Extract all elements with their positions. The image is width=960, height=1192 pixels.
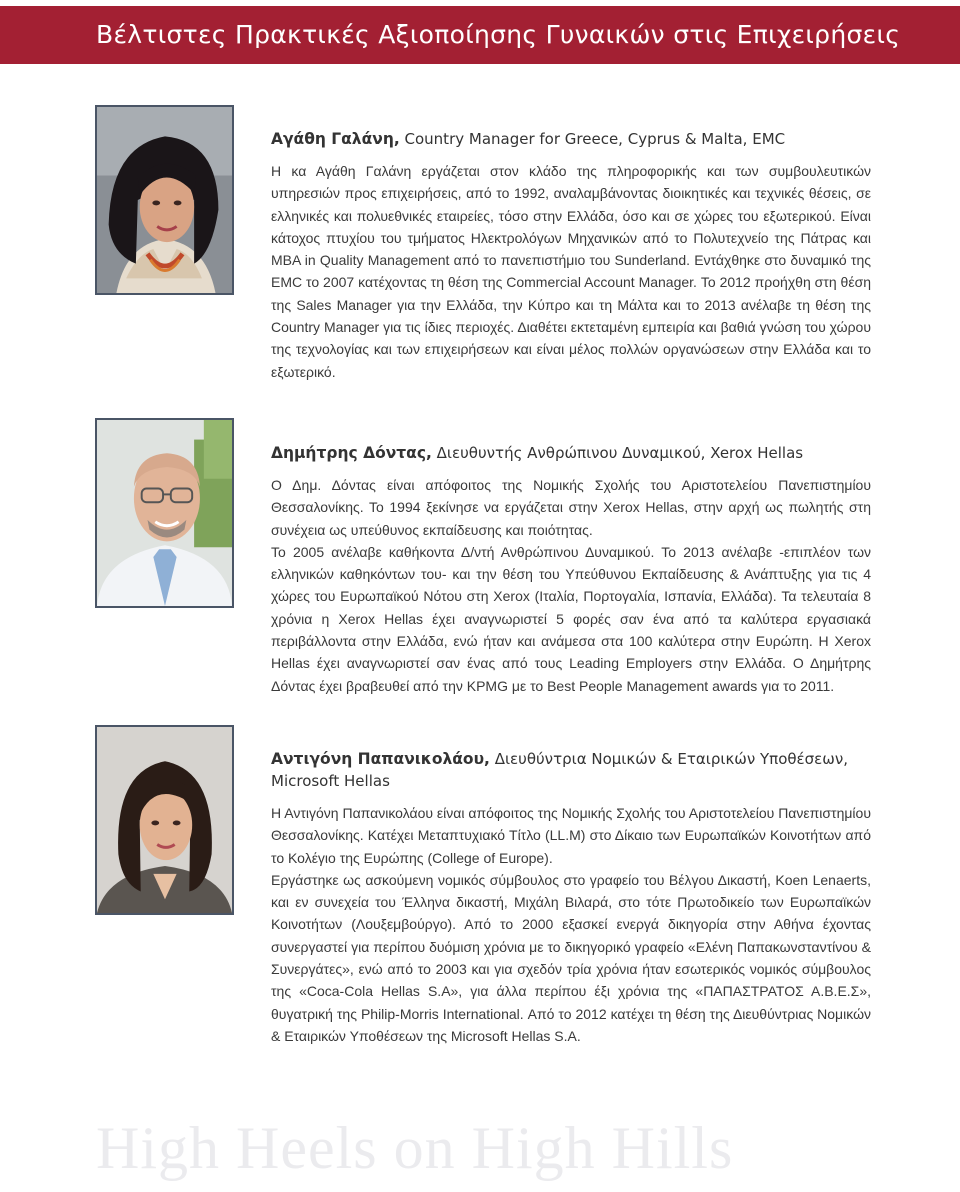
profile-photo-papanikolaou	[95, 725, 234, 915]
bio-paragraph: Εργάστηκε ως ασκούμενη νομικός σύμβουλος στο γραφείο του Βέλγου Δικαστή, Koen Lenaerts, και εν συνεχεία του Έλληνα δικαστή, Μιχάλη Βιλαρά, στο τότε Πρωτοδικείο των Ευρωπαϊκών Κοινοτήτων (Λουξεμβούργο). Από το 2000 εξασκεί ενεργά δικηγορία στην Αθήνα έχοντας συνεργαστεί για περίπου δυόμιση χρόνια με το δικηγορικό γραφείο «Ελένη Παπακωνσταντίνου & Συνεργάτες», ενώ από το 2003 και για σχεδόν τρία χρόνια ήταν εσωτερικός νομικός σύμβουλος της «Coca-Cola Hellas S.A», για άλλα περίπου έξι χρόνια της «ΠΑΠΑΣΤΡΑΤΟΣ Α.Β.Ε.Σ», θυγατρική της Philip-Morris International. Από το 2012 κατέχει τη θέση της Διευθύντριας Νομικών & Εταιρικών Υποθέσεων της Microsoft Hellas S.A.	[271, 871, 871, 1044]
person-role: Διευθύντρια Νομικών & Εταιρικών Υποθέσεων, Microsoft Hellas	[271, 750, 848, 790]
bio-paragraph: Ο Δημ. Δόντας είναι απόφοιτος της Νομικής Σχολής του Αριστοτελείου Πανεπιστημίου Θεσσαλονίκης. Το 1994 ξεκίνησε να εργάζεται στην Xerox Hellas, στην αρχή ως πωλητής στη συνέχεια ως υπεύθυνος εκπαίδευσης και ποιότητας.	[271, 477, 871, 538]
footer-watermark: High Heels on High Hills	[96, 1115, 734, 1181]
profile-heading	[271, 442, 871, 464]
profile-galani	[271, 128, 871, 383]
person-role: Διευθυντής Ανθρώπινου Δυναμικού, Xerox Hellas	[431, 444, 804, 462]
person-name: Αντιγόνη Παπανικολάου,	[271, 750, 490, 768]
page-banner	[0, 6, 960, 64]
person-name: Δημήτρης Δόντας,	[271, 444, 432, 462]
profile-heading	[271, 748, 871, 792]
page-title: Βέλτιστες Πρακτικές Αξιοποίησης Γυναικών στις Επιχειρήσεις	[96, 20, 901, 49]
profile-papanikolaou	[271, 748, 871, 1047]
bio-paragraph: Το 2005 ανέλαβε καθήκοντα Δ/ντή Ανθρώπινου Δυναμικού. Το 2013 ανέλαβε -επιπλέον των ελληνικών καθηκόντων του- και την θέση του Υπεύθυνου Εκπαίδευσης & Ανάπτυξης για τις 4 χώρες του Ευρωπαϊκού Νότου στη Xerox (Ιταλία, Πορτογαλία, Ισπανία, Ελλάδα). Τα τελευταία 8 χρόνια η Xerox Hellas έχει αναγνωριστεί 5 φορές σαν ένα από τα καλύτερα εργασιακά περιβάλλοντα στην Ελλάδα, ενώ ήταν και ανάμεσα στα 100 καλύτερα στην Ευρώπη. Η Xerox Hellas έχει αναγνωριστεί σαν ένας από τους Leading Employers στην Ελλάδα. Ο Δημήτρης Δόντας έχει βραβευθεί από την KPMG με το Best People Management awards για το 2011.	[271, 543, 871, 694]
profile-photo-dontas	[95, 418, 234, 608]
profile-heading	[271, 128, 871, 150]
bio-paragraph: Η κα Αγάθη Γαλάνη εργάζεται στον κλάδο της πληροφορικής και των συμβουλευτικών υπηρεσιών προς επιχειρήσεις, από το 1992, αναλαμβάνοντας διοικητικές και τεχνικές θέσεις, σε ελληνικές και πολυεθνικές εταιρείες, τόσο στην Ελλάδα, όσο και σε χώρες του εξωτερικού. Είναι κάτοχος πτυχίου του τμήματος Ηλεκτρολόγων Μηχανικών από το Πολυτεχνείο της Πάτρας και MBA in Quality Management από το πανεπιστήμιο του Sunderland. Εντάχθηκε στο δυναμικό της EMC το 2007 κατέχοντας τη θέση της Commercial Account Manager. Το 2012 προήχθη στη θέση της Sales Manager για την Ελλάδα, την Κύπρο και τη Μάλτα και το 2013 ανέλαβε τη θέση της Country Manager για τις ίδιες περιοχές. Διαθέτει εκτεταμένη εμπειρία και βαθιά γνώση του χώρου της τεχνολογίας και των επιχειρήσεων και είναι μέλος πολλών οργανώσεων στην Ελλάδα και το εξωτερικό.	[271, 163, 871, 380]
profile-dontas	[271, 442, 871, 697]
person-role: Country Manager for Greece, Cyprus & Malta, EMC	[399, 130, 786, 148]
profile-photo-galani	[95, 105, 234, 295]
bio-paragraph: Η Αντιγόνη Παπανικολάου είναι απόφοιτος της Νομικής Σχολής του Αριστοτελείου Πανεπιστημίου Θεσσαλονίκης. Κατέχει Μεταπτυχιακό Τίτλο (LL.M) στο Δίκαιο των Ευρωπαϊκών Κοινοτήτων από το Κολέγιο της Ευρώπης (College of Europe).	[271, 805, 871, 866]
person-name: Αγάθη Γαλάνη,	[271, 130, 400, 148]
